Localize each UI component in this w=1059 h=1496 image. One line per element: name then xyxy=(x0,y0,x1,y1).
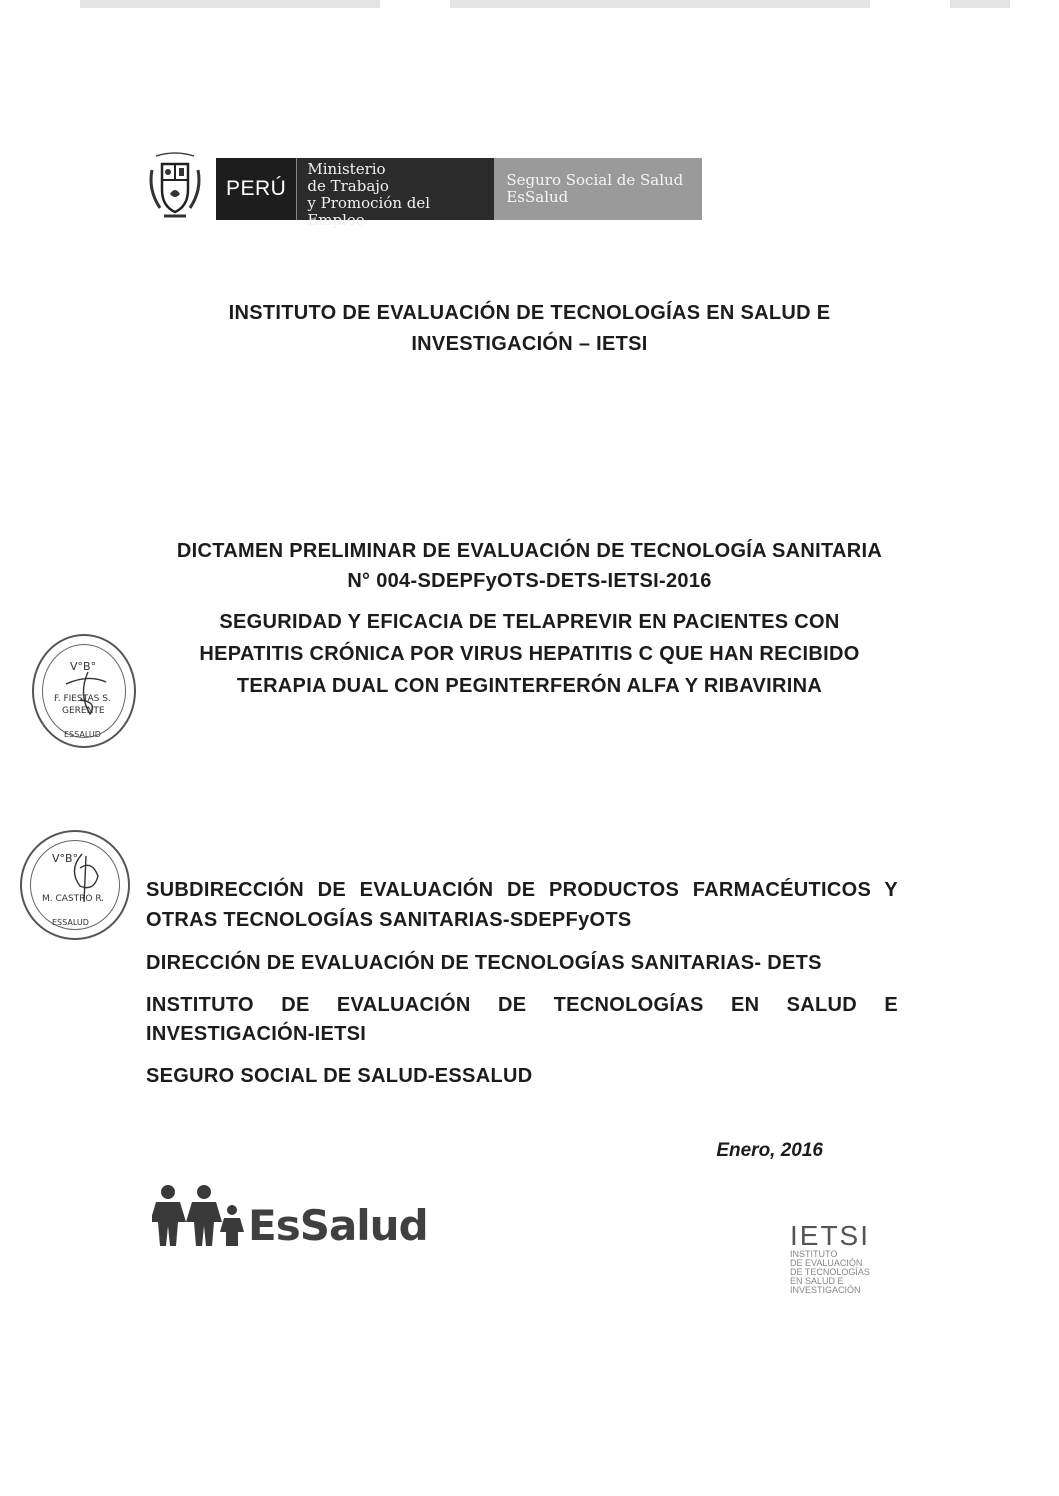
author-line: OTRAS TECNOLOGÍAS SANITARIAS-SDEPFyOTS xyxy=(146,909,632,931)
essalud-logo xyxy=(152,1182,428,1248)
ministry-label xyxy=(296,158,494,229)
ietsi-subtitle-line: INVESTIGACIÓN xyxy=(790,1285,861,1295)
agency-label xyxy=(494,158,702,220)
ietsi-subtitle xyxy=(790,1250,900,1295)
institute-title-line: INVESTIGACIÓN – IETSI xyxy=(411,333,648,355)
ministry-line: y Promoción del Empleo xyxy=(307,194,431,229)
signature-icon xyxy=(62,846,112,906)
author-line: DIRECCIÓN DE EVALUACIÓN DE TECNOLOGÍAS SANITARIAS- DETS xyxy=(146,952,822,974)
peru-label: PERÚ xyxy=(216,158,296,220)
ietsi-subtitle-line: EN SALUD E xyxy=(790,1276,844,1286)
author-line: INSTITUTO DE EVALUACIÓN DE TECNOLOGÍAS EN SALUD E xyxy=(146,994,898,1016)
family-icon xyxy=(152,1182,244,1248)
ministry-line: de Trabajo xyxy=(307,177,389,195)
scan-mark xyxy=(450,0,870,8)
scan-mark xyxy=(80,0,380,8)
ietsi-subtitle-line: DE EVALUACIÓN xyxy=(790,1258,863,1268)
ietsi-logo xyxy=(790,1222,900,1295)
dictamen-subject-line: HEPATITIS CRÓNICA POR VIRUS HEPATITIS C QUE HAN RECIBIDO xyxy=(199,643,860,665)
scan-mark xyxy=(950,0,1010,8)
signature-icon xyxy=(58,654,118,724)
agency-line: EsSalud xyxy=(506,188,569,206)
dictamen-number: N° 004-SDEPFyOTS-DETS-IETSI-2016 xyxy=(347,570,712,592)
agency-line: Seguro Social de Salud xyxy=(506,171,684,189)
stamp-bottom: ESSALUD xyxy=(52,918,89,927)
approval-stamp xyxy=(32,634,136,748)
stamp-name: M. CASTRO R. xyxy=(42,894,105,904)
stamp-vobo: V°B° xyxy=(52,852,79,865)
stamp-name: F. FIESTAS S. xyxy=(54,694,111,704)
stamp-role: GERENTE xyxy=(62,706,105,716)
author-line: SEGURO SOCIAL DE SALUD-ESSALUD xyxy=(146,1065,533,1087)
government-logo-bar xyxy=(146,150,702,229)
ministry-line: Ministerio xyxy=(307,160,386,178)
dictamen-title-line: DICTAMEN PRELIMINAR DE EVALUACIÓN DE TECNOLOGÍA SANITARIA xyxy=(176,540,883,562)
dictamen-subject-line: SEGURIDAD Y EFICACIA DE TELAPREVIR EN PACIENTES CON xyxy=(219,611,840,633)
institute-title-line: INSTITUTO DE EVALUACIÓN DE TECNOLOGÍAS EN SALUD E xyxy=(228,302,831,324)
approval-stamp xyxy=(20,830,130,940)
author-line: SUBDIRECCIÓN DE EVALUACIÓN DE PRODUCTOS FARMACÉUTICOS Y xyxy=(146,879,898,901)
coat-of-arms-icon xyxy=(146,150,204,226)
document-date: Enero, 2016 xyxy=(716,1140,823,1161)
dictamen-subject-line: TERAPIA DUAL CON PEGINTERFERÓN ALFA Y RIBAVIRINA xyxy=(236,675,823,697)
ietsi-subtitle-line: DE TECNOLOGÍAS xyxy=(790,1267,870,1277)
ietsi-subtitle-line: INSTITUTO xyxy=(790,1249,838,1259)
essalud-wordmark: EsSalud xyxy=(248,1201,428,1250)
ietsi-wordmark: IETSI xyxy=(790,1220,871,1251)
stamp-vobo: V°B° xyxy=(70,660,97,673)
stamp-bottom: ESSALUD xyxy=(64,730,101,739)
author-line: INVESTIGACIÓN-IETSI xyxy=(146,1023,367,1045)
